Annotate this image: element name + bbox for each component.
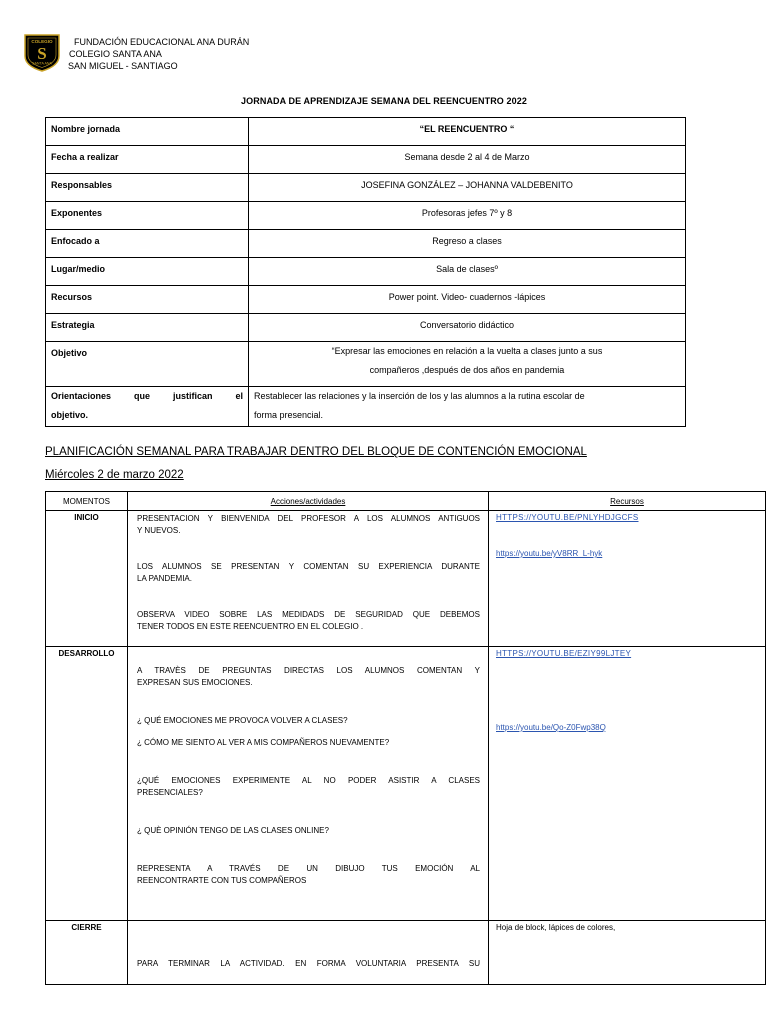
info-key: Lugar/medio [46, 258, 249, 286]
info-key: Nombre jornada [46, 118, 249, 146]
orientaciones-key [46, 387, 249, 427]
action-text: PRESENTACION Y BIENVENIDA DEL PROFESOR A LOS ALUMNOS ANTIGUOS [137, 514, 480, 523]
school-logo [22, 32, 62, 72]
action-text: LA PANDEMIA. [137, 574, 192, 583]
orientaciones-line-1: Restablecer las relaciones y la inserción de los y las alumnos a la rutina escolar de [254, 391, 585, 401]
cierre-actions [128, 921, 489, 985]
plan-row-inicio [46, 511, 766, 647]
info-row [46, 202, 686, 230]
info-value: Conversatorio didáctico [249, 314, 686, 342]
info-value: Power point. Video- cuadernos -lápices [249, 286, 686, 314]
plan-table [45, 491, 766, 985]
question-text: ¿ QUÈ OPINIÓN TENGO DE LAS CLASES ONLINE? [137, 826, 329, 835]
plan-row-desarrollo [46, 647, 766, 921]
action-text: REENCONTRARTE CON TUS COMPAÑEROS [137, 876, 307, 885]
info-row-orientaciones [46, 387, 686, 427]
logo-letter: S [37, 44, 47, 63]
info-value: JOSEFINA GONZÁLEZ – JOHANNA VALDEBENITO [249, 174, 686, 202]
plan-row-cierre [46, 921, 766, 985]
question-text: ¿ CÓMO ME SIENTO AL VER A MIS COMPAÑEROS NUEVAMENTE? [137, 738, 390, 747]
info-row [46, 146, 686, 174]
info-key: Estrategia [46, 314, 249, 342]
objetivo-line-1: “Expresar las emociones en relación a la vuelta a clases junto a sus [331, 346, 603, 356]
school-location: SAN MIGUEL - SANTIAGO [68, 61, 178, 71]
info-key: Fecha a realizar [46, 146, 249, 174]
info-value: Sala de clasesº [249, 258, 686, 286]
info-key: Enfocado a [46, 230, 249, 258]
orientaciones-value [249, 387, 686, 427]
action-text: TENER TODOS EN ESTE REENCUENTRO EN EL COLEGIO . [137, 622, 364, 631]
inicio-actions [128, 511, 489, 647]
orientaciones-key-line-2: objetivo. [51, 410, 89, 420]
video-link[interactable]: https://youtu.be/yV8RR_L-hyk [496, 549, 603, 558]
action-text: OBSERVA VIDEO SOBRE LAS MEDIDADS DE SEGURIDAD QUE DEBEMOS [137, 610, 480, 619]
desarrollo-resources [489, 647, 766, 921]
cierre-resources [489, 921, 766, 985]
video-link[interactable]: HTTPS://YOUTU.BE/EZIY99LJTEY [496, 649, 632, 658]
orientaciones-key-line-1: Orientaciones que justifican el [51, 391, 243, 401]
info-value: Regreso a clases [249, 230, 686, 258]
date-title: Miércoles 2 de marzo 2022 [45, 469, 184, 481]
action-text: PARA TERMINAR LA ACTIVIDAD. EN FORMA VOLUNTARIA PRESENTA SU [137, 959, 480, 968]
desarrollo-actions [128, 647, 489, 921]
info-row [46, 258, 686, 286]
action-text: Y NUEVOS. [137, 526, 181, 535]
document-title: JORNADA DE APRENDIZAJE SEMANA DEL REENCUENTRO 2022 [241, 96, 527, 106]
header-momentos: MOMENTOS [46, 492, 128, 511]
info-row [46, 174, 686, 202]
moment-label: DESARROLLO [46, 647, 128, 921]
orientaciones-line-2: forma presencial. [254, 410, 324, 420]
objetivo-line-2: compañeros ,después de dos años en pandemia [369, 365, 565, 375]
action-text: EXPRESAN SUS EMOCIONES. [137, 678, 253, 687]
question-text: PRESENCIALES? [137, 788, 203, 797]
moment-label: CIERRE [46, 921, 128, 985]
action-text: LOS ALUMNOS SE PRESENTAN Y COMENTAN SU EXPERIENCIA DURANTE [137, 562, 480, 571]
info-row-objetivo [46, 342, 686, 387]
info-key: Exponentes [46, 202, 249, 230]
video-link[interactable]: HTTPS://YOUTU.BE/PNLYHDJGCFS [496, 513, 639, 522]
inicio-resources [489, 511, 766, 647]
info-key: Recursos [46, 286, 249, 314]
info-row [46, 286, 686, 314]
institution-header [68, 36, 249, 72]
info-value: Semana desde 2 al 4 de Marzo [249, 146, 686, 174]
school-name: COLEGIO SANTA ANA [69, 49, 162, 59]
info-row [46, 230, 686, 258]
logo-text-bottom: SANTA ANA [32, 61, 52, 66]
question-text: ¿QUÉ EMOCIONES EXPERIMENTE AL NO PODER ASISTIR A CLASES [137, 776, 480, 785]
info-key: Responsables [46, 174, 249, 202]
question-text: ¿ QUÉ EMOCIONES ME PROVOCA VOLVER A CLASES? [137, 716, 348, 725]
info-value: Profesoras jefes 7º y 8 [249, 202, 686, 230]
action-text: A TRAVÈS DE PREGUNTAS DIRECTAS LOS ALUMNOS COMENTAN Y [137, 666, 480, 675]
moment-label: INICIO [46, 511, 128, 647]
logo-text-top: COLEGIO [31, 39, 53, 44]
plan-header-row [46, 492, 766, 511]
action-text: REPRESENTA A TRAVÉS DE UN DIBUJO TUS EMOCIÓN AL [137, 864, 480, 873]
header-acciones: Acciones/actividades [128, 492, 489, 511]
objetivo-value [249, 342, 686, 387]
resource-text: Hoja de block, lápices de colores, [496, 923, 616, 932]
header-recursos: Recursos [489, 492, 766, 511]
info-row [46, 314, 686, 342]
info-table [45, 117, 686, 427]
foundation-name: FUNDACIÓN EDUCACIONAL ANA DURÁN [74, 37, 250, 47]
info-key: Objetivo [46, 342, 249, 387]
info-row [46, 118, 686, 146]
video-link[interactable]: https://youtu.be/Qo-Z0Fwp38Q [496, 723, 606, 732]
info-value: “EL REENCUENTRO “ [249, 118, 686, 146]
section-title: PLANIFICACIÓN SEMANAL PARA TRABAJAR DENTRO DEL BLOQUE DE CONTENCIÓN EMOCIONAL [45, 446, 587, 458]
